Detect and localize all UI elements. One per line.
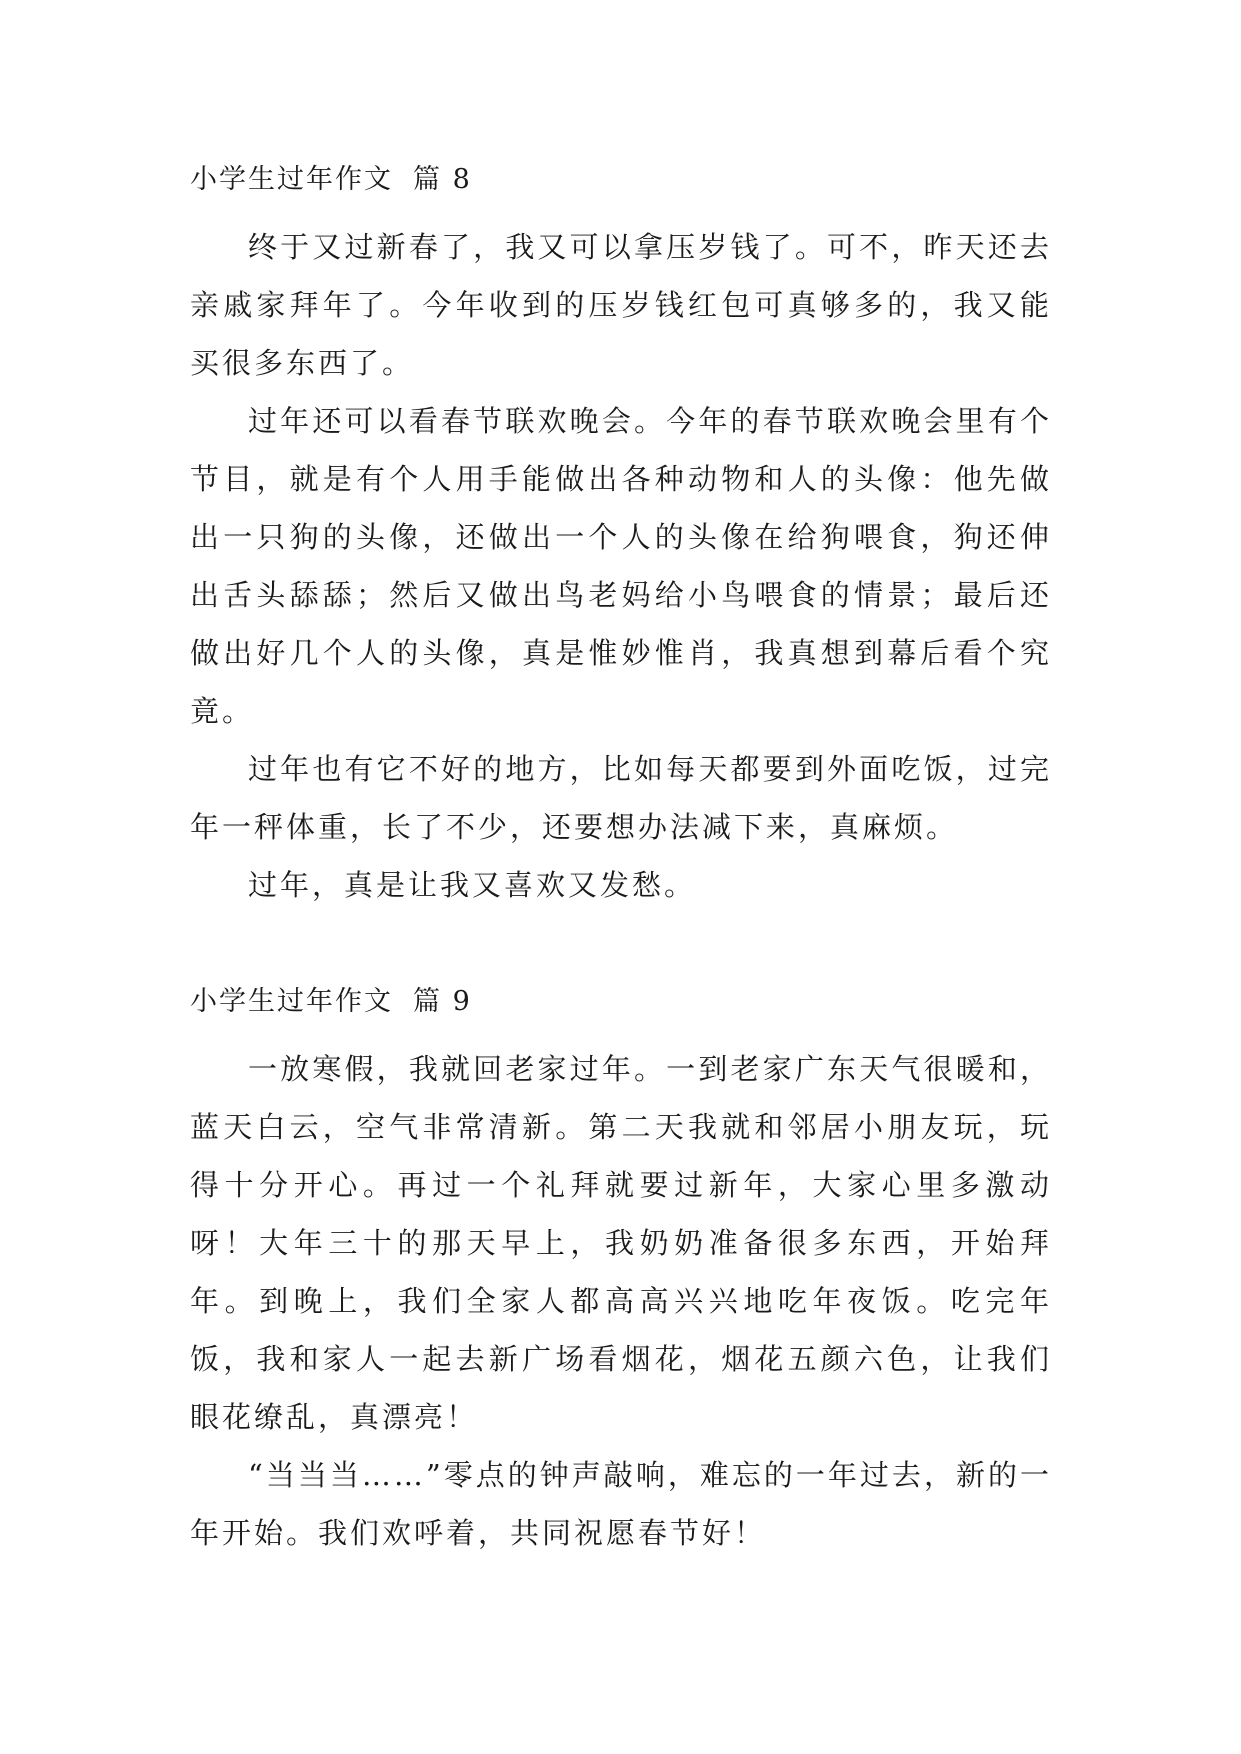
paragraph: 一放寒假，我就回老家过年。一到老家广东天气很暖和，蓝天白云，空气非常清新。第二天我就和邻居小朋友玩，玩得十分开心。再过一个礼拜就要过新年，大家心里多激动呀！大年三十的那天早上，我奶奶准备很多东西，开始拜年。到晚上，我们全家人都高高兴兴地吃年夜饭。吃完年饭，我和家人一起去新广场看烟花，烟花五颜六色，让我们眼花缭乱，真漂亮！ — [190, 1052, 1052, 1434]
section-number: 篇 9 — [413, 986, 472, 1017]
paragraph: 终于又过新春了，我又可以拿压岁钱了。可不，昨天还去亲戚家拜年了。今年收到的压岁钱红包可真够多的，我又能买很多东西了。 — [190, 230, 1052, 380]
section-number: 篇 8 — [413, 164, 472, 195]
section-heading — [190, 160, 1052, 200]
paragraph: 过年还可以看春节联欢晚会。今年的春节联欢晚会里有个节目，就是有个人用手能做出各种动物和人的头像：他先做出一只狗的头像，还做出一个人的头像在给狗喂食，狗还伸出舌头舔舔；然后又做出鸟老妈给小鸟喂食的情景；最后还做出好几个人的头像，真是惟妙惟肖，我真想到幕后看个究竟。 — [190, 404, 1052, 728]
section-title: 小学生过年作文 — [190, 986, 393, 1017]
section-heading — [190, 982, 1052, 1022]
essay-section-9 — [190, 982, 1052, 1562]
essay-section-8 — [190, 160, 1052, 914]
paragraph: 过年，真是让我又喜欢又发愁。 — [248, 868, 697, 902]
paragraph: 过年也有它不好的地方，比如每天都要到外面吃饭，过完年一秤体重，长了不少，还要想办法减下来，真麻烦。 — [190, 752, 1052, 844]
document-content — [190, 160, 1052, 1562]
paragraph: “当当当……”零点的钟声敲响，难忘的一年过去，新的一年开始。我们欢呼着，共同祝愿春节好！ — [190, 1458, 1052, 1550]
section-title: 小学生过年作文 — [190, 164, 393, 195]
